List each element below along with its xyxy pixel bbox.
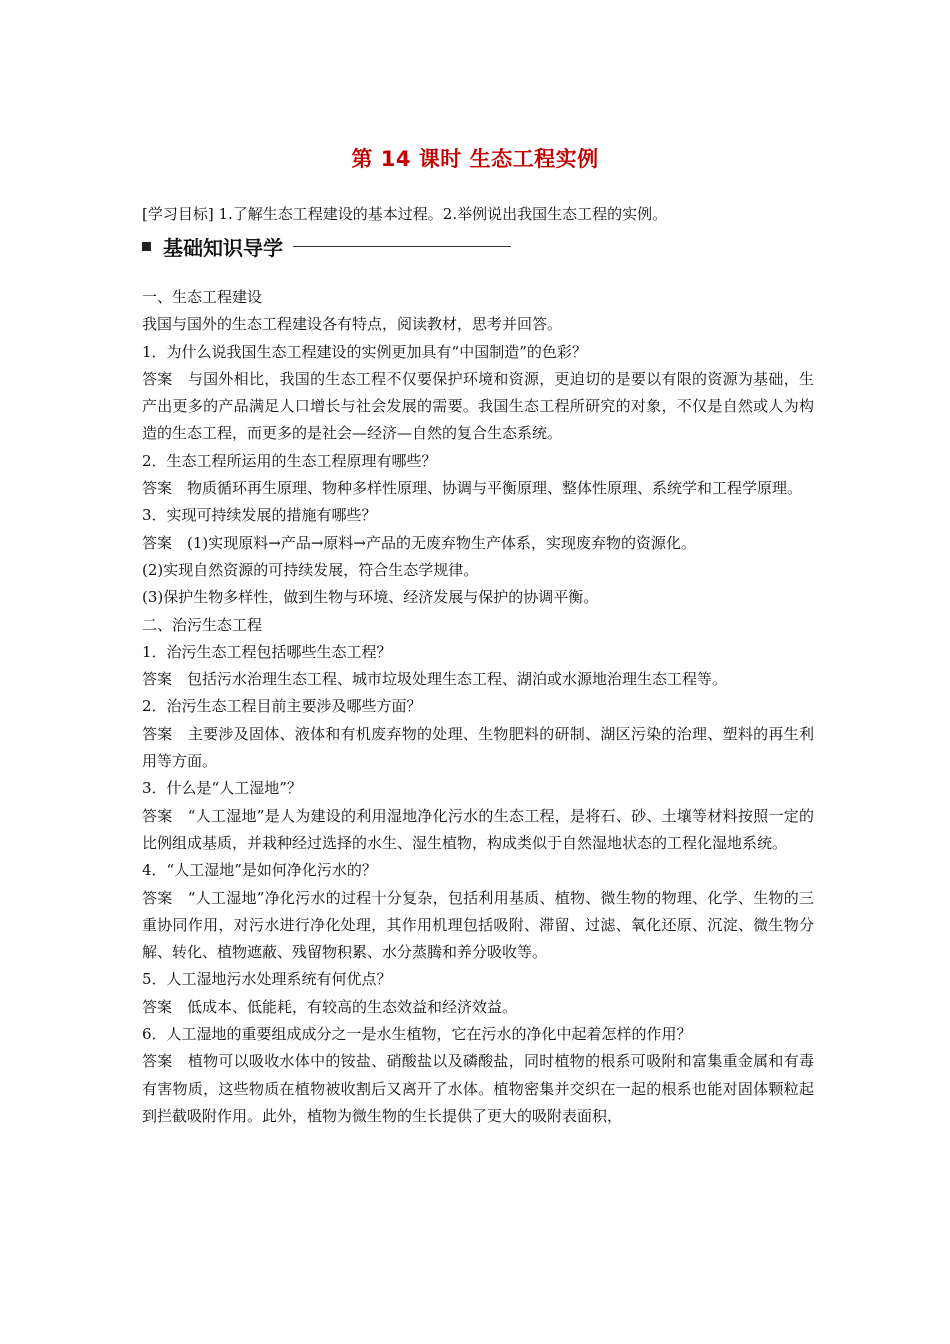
square-bullet-icon [142, 242, 151, 251]
answer: 答案 (1)实现原料→产品→原料→产品的无废弃物生产体系，实现废弃物的资源化。 [142, 533, 696, 552]
answer-item: (2)实现自然资源的可持续发展，符合生态学规律。 [142, 560, 479, 579]
answer: 答案 包括污水治理生态工程、城市垃圾处理生态工程、湖泊或水源地治理生态工程等。 [142, 670, 728, 689]
question: 5．人工湿地污水处理系统有何优点？ [142, 970, 392, 989]
question: 1．为什么说我国生态工程建设的实例更加具有“中国制造”的色彩？ [142, 342, 587, 361]
answer-item: (3)保护生物多样性，做到生物与环境、经济发展与保护的协调平衡。 [142, 588, 599, 607]
answer: 答案 与国外相比，我国的生态工程不仅要保护环境和资源，更迫切的是要以有限的资源为基础，生产出更多的产品满足人口增长与社会发展的需要。我国生态工程所研究的对象，不仅是自然或人为构造的生态工程，而更多的是社会—经济—自然的复合生态系统。 [142, 369, 814, 443]
learning-objectives: [学习目标] 1.了解生态工程建设的基本过程。2.举例说出我国生态工程的实例。 [142, 205, 668, 223]
answer: 答案 物质循环再生原理、物种多样性原理、协调与平衡原理、整体性原理、系统学和工程学原理。 [142, 479, 803, 498]
question: 4．“人工湿地”是如何净化污水的？ [142, 861, 377, 880]
section-header-label: 基础知识导学 [163, 235, 283, 260]
question: 3．什么是“人工湿地”？ [142, 779, 302, 798]
question: 1．治污生态工程包括哪些生态工程？ [142, 642, 392, 661]
section-heading: 二、治污生态工程 [142, 615, 263, 634]
answer: 答案 植物可以吸收水体中的铵盐、硝酸盐以及磷酸盐，同时植物的根系可吸附和富集重金属和有毒有害物质，这些物质在植物被收割后又离开了水体。植物密集并交织在一起的根系也能对固体颗粒起到拦截吸附作用。此外，植物为微生物的生长提供了更大的吸附表面积， [142, 1052, 814, 1125]
question: 2．生态工程所运用的生态工程原理有哪些？ [142, 451, 437, 470]
intro-paragraph: 我国与国外的生态工程建设各有特点，阅读教材，思考并回答。 [142, 315, 563, 334]
section-header [142, 231, 511, 261]
answer: 答案 “人工湿地”是人为建设的利用湿地净化污水的生态工程，是将石、砂、土壤等材料按照一定的比例组成基质，并栽种经过选择的水生、湿生植物，构成类似于自然湿地状态的工程化湿地系统。 [142, 806, 814, 852]
body-text [142, 284, 814, 1130]
answer: 答案 低成本、低能耗，有较高的生态效益和经济效益。 [142, 997, 518, 1016]
question: 3．实现可持续发展的措施有哪些？ [142, 506, 377, 525]
question: 2．治污生态工程目前主要涉及哪些方面？ [142, 697, 422, 716]
page-title: 第 14 课时 生态工程实例 [351, 147, 599, 171]
answer: 答案 “人工湿地”净化污水的过程十分复杂，包括利用基质、植物、微生物的物理、化学、生物的三重协同作用，对污水进行净化处理，其作用机理包括吸附、滞留、过滤、氧化还原、沉淀、微生物分解、转化、植物遮蔽、残留物积累、水分蒸腾和养分吸收等。 [142, 888, 814, 962]
question: 6．人工湿地的重要组成成分之一是水生植物，它在污水的净化中起着怎样的作用？ [142, 1025, 692, 1044]
answer: 答案 主要涉及固体、液体和有机废弃物的处理、生物肥料的研制、湖区污染的治理、塑料的再生利用等方面。 [142, 724, 814, 771]
section-header-rule [293, 246, 511, 247]
section-heading: 一、生态工程建设 [142, 288, 263, 306]
